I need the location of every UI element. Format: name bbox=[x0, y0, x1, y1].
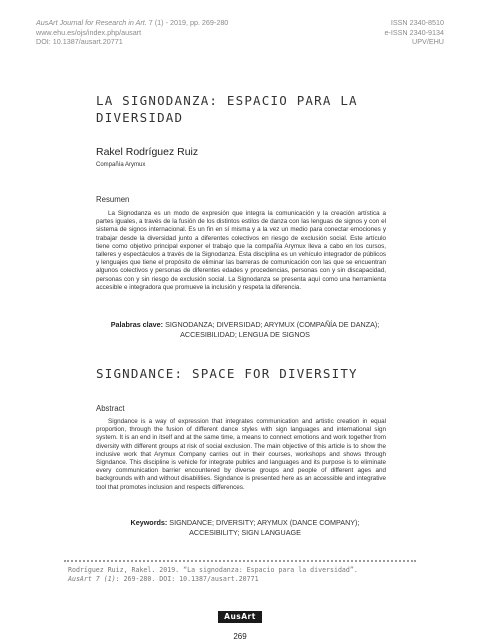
keywords-label-spanish: Palabras clave: bbox=[110, 320, 164, 329]
abstract-heading-spanish: Resumen bbox=[96, 195, 130, 204]
journal-website: www.ehu.es/ojs/index.php/ausart bbox=[36, 27, 142, 37]
citation-block bbox=[68, 566, 428, 584]
journal-issue: 7 (1) - 2019, pp. 269-280 bbox=[146, 18, 229, 27]
journal-name: AusArt Journal for Research in Art. bbox=[36, 18, 147, 27]
ausart-logo: AusArt bbox=[218, 611, 262, 623]
article-title-english: SIGNDANCE: SPACE FOR DIVERSITY bbox=[96, 366, 358, 381]
journal-header-left bbox=[36, 18, 228, 47]
abstract-english bbox=[96, 418, 386, 492]
abstract-heading-english: Abstract bbox=[96, 404, 125, 413]
author-name: Rakel Rodríguez Ruiz bbox=[96, 146, 199, 158]
publisher: UPV/EHU bbox=[412, 37, 444, 46]
citation-journal: AusArt 7 (1) bbox=[68, 575, 116, 583]
journal-header-right bbox=[384, 18, 444, 47]
abstract-spanish bbox=[96, 210, 386, 292]
dotted-separator bbox=[64, 560, 416, 562]
journal-citation-line bbox=[36, 18, 228, 28]
keywords-label-english: Keywords: bbox=[130, 518, 168, 527]
keywords-list-english: SIGNDANCE; DIVERSITY; ARYMUX (DANCE COMPANY); ACCESIBILITY; SIGN LANGUAGE bbox=[167, 518, 360, 537]
article-title-spanish: LA SIGNODANZA: ESPACIO PARA LA DIVERSIDAD bbox=[96, 93, 358, 125]
citation-line-1: Rodríguez Ruiz, Rakel. 2019. “La signodanza: Espacio para la diversidad”. bbox=[68, 566, 358, 574]
citation-pages-doi: : 269-280. DOI: 10.1387/ausart.20771 bbox=[115, 575, 259, 583]
author-affiliation: Compañía Arymux bbox=[96, 162, 146, 168]
issn: ISSN 2340-8510 bbox=[390, 18, 444, 27]
keywords-spanish bbox=[110, 320, 380, 339]
abstract-english-text: Signdance is a way of expression that integrates communication and artistic creation in equal proportion, through the fusion of different dance styles with sign languages and international sign system. It is an end in itself and at the same time, a means to connect emotions and work together from diversity with different groups at risk of social exclusion. The main objective of this article is to show the inclusive work that Arymux Company carries out in their courses, workshops and shows through Signdance. This discipline is vehicle for integrate publics and languages and its purpose is to eliminate every communication barrier encountered by diverse groups and people of different ages and backgrounds with and without disabilities. Signdance is presented here as an accessible and integrative tool that promotes inclusion and respects differences. bbox=[96, 418, 386, 491]
eissn: e-ISSN 2340-9134 bbox=[384, 27, 444, 37]
citation-line-2 bbox=[68, 575, 428, 584]
journal-doi: DOI: 10.1387/ausart.20771 bbox=[36, 37, 123, 46]
page-number: 269 bbox=[233, 632, 247, 641]
keywords-list-spanish: SIGNODANZA; DIVERSIDAD; ARYMUX (COMPAÑÍA DE DANZA); ACCESIBILIDAD; LENGUA DE SIGNOS bbox=[163, 320, 380, 339]
keywords-english bbox=[110, 518, 380, 537]
abstract-spanish-text: La Signodanza es un modo de expresión que integra la comunicación y la creación artística a partes iguales, a través de la fusión de los distintos estilos de danza con las lenguas de signos y con el sistema de signos internacional. Es un fin en sí misma y a la vez un medio para conectar emociones y trabajar desde la diversidad junto a diferentes colectivos en riesgo de exclusión social. Este artículo tiene como objetivo principal exponer el trabajo que la compañía Arymux lleva a cabo en los cursos, talleres y espectáculos a través de la Signodanza. Esta disciplina es un vehículo integrador de públicos y lenguajes que tiene el propósito de eliminar las barreras de comunicación con las que se encuentran algunos colectivos y personas de diferentes edades y procedencias, personas con y sin discapacidad, personas con y sin riesgo de exclusión social. La Signodanza se presenta aquí como una herramienta accesible e integradora que promueve la inclusión y respeta la diferencia. bbox=[96, 210, 386, 291]
